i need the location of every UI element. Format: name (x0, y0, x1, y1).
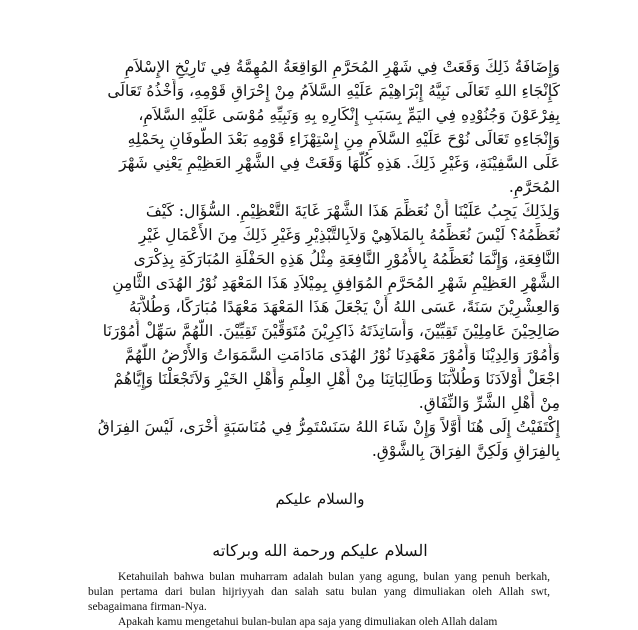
arabic-line: بِفِرْعَوْنَ وَجُنُوْدِهِ فِي اليَمِّ بِسَبَبِ إِنْكَارِهِ بِهِ وَنَبِيِّهِ مُوْسَى عَلَيْهِ السَّلاَمِ، (138, 106, 560, 124)
arabic-line: وَإِنْجَاءِهِ تَعَالَى نُوْحَ عَلَيْهِ السَّلاَمِ مِنِ إِسْتِهْزَاءِ قَوْمِهِ بَعْدَ الطُّوفَانِ بِحَمْلِهِ (127, 130, 560, 148)
arabic-line: المُحَرَّمِ. (508, 178, 560, 196)
indonesian-paragraph: Apakah kamu mengetahui bulan-bulan apa saja yang dimuliakan oleh Allah dalam (118, 616, 498, 628)
arabic-speech-body (78, 55, 560, 463)
closing-greeting-short: والسلام عليكم (275, 490, 365, 508)
arabic-line: وَأُمُوْرَ وَالِدِيْنَا وَأُمُوْرَ مَعْهَدِنَا نُوْرُ الهُدَى مَادَامَتِ السَّمَوَاتُ وَالأَرْضُ اللَّهُمَّ (124, 346, 560, 364)
arabic-line: النَّافِعَةِ، وَإِنَّمَا نُعَظِّمُهُ بِالأُمُوْرِ النَّافِعَةِ مِثْلُ هَذِهِ الحَفْلَةِ المُبَارَكَةِ بِذِكْرَى (133, 250, 560, 268)
arabic-line: إِكْتَفَيْتُ إِلَى هُنَا أَوَّلاً وَإِنْ شَاءَ اللهُ سَنَسْتَمِرُّ فِي مُنَاسَبَةٍ أُخْرَى، لَيْسَ الفِرَاقُ (97, 418, 560, 436)
arabic-line: بِالفِرَاقِ وَلَكِنَّ الفِرَاقَ بِالشَّوْقِ. (371, 442, 560, 460)
indonesian-paragraph: Ketahuilah bahwa bulan muharram adalah bulan yang agung, bulan yang penuh berkah, bulan pertama dari bulan hijriyyah dan salah satu bulan yang dimuliakan oleh Allah swt, sebagaimana firman-Nya. (88, 571, 550, 613)
indonesian-text-body (88, 570, 550, 630)
arabic-line: كَإِنْجَاءِ اللهِ تَعَالَى نَبِيَّهُ إِبْرَاهِيْمَ عَلَيْهِ السَّلاَمُ مِنْ إِحْرَاقِ قَوْمِهِ، وَأَخْذُهُ تَعَالَى (107, 82, 560, 100)
arabic-line: صَالِحِيْنَ عَامِلِيْنَ تَقِيِّيْنَ، وَأَسَاتِذَتَهُ ذَاكِرِيْنَ مُتَوَقِّيْنَ تَقِيِّيْنَ. اللَّهُمَّ سَهِّلْ أُمُوْرَنَا (102, 322, 560, 340)
arabic-line: نُعَظِّمُهُ؟ لَيْسَ نُعَظِّمُهُ بِالمَلاَهِيْ وَلاَبِالتَّبْذِيْرِ وَغَيْرِ ذَلِكَ مِنَ الأَعْمَالِ غَيْرِ (138, 226, 560, 244)
arabic-line: مِنْ أَهْلِ الشَّرِّ وَالنِّفَاقِ. (418, 394, 560, 412)
arabic-line: وَالعِشْرِيْنَ سَنَةً، عَسَى اللهُ أَنْ يَجْعَلَ هَذَا المَعْهَدَ مَعْهَدًا مُبَارَكًا، وَطُلاَّبَهُ (128, 298, 560, 316)
opening-greeting-full: السلام عليكم ورحمة الله وبركاته (212, 541, 428, 560)
arabic-line: الشَّهْرِ العَظِيْمِ شَهْرِ المُحَرَّمِ المُوَافِقِ بِمِيْلاَدِ هَذَا المَعْهَدِ نُوْرُ الهُدَى الثَّامِنِ (112, 274, 560, 292)
arabic-line: وَلِذَلِكَ يَجِبُ عَلَيْنَا أَنْ نُعَظِّمَ هَذَا الشَّهْرَ غَايَةَ التَّعْظِيْمِ. السُّؤَال: كَيْفَ (145, 202, 560, 220)
arabic-line: عَلَى السَّفِيْنَةِ، وَغَيْرِ ذَلِكَ. هَذِهِ كُلُّهَا وَقَعَتْ فِي الشَّهْرِ العَظِيْمِ يَعْنِي شَهْرَ (119, 154, 560, 172)
arabic-line: اجْعَلْ أَوْلاَدَنَا وَطُلاَّبَنَا وَطَالِبَاتِنَا مِنْ أَهْلِ العِلْمِ وَأَهْلِ الخَيْرِ وَلاَتَجْعَلْنَا وَإِيَّاهُمْ (113, 370, 560, 388)
arabic-line: وَإِضَافَةُ ذَلِكَ وَقَعَتْ فِي شَهْرِ المُحَرَّمِ الوَاقِعَةُ المُهِمَّةُ فِي تَارِيْخِ الإِسْلاَمِ (124, 58, 560, 76)
